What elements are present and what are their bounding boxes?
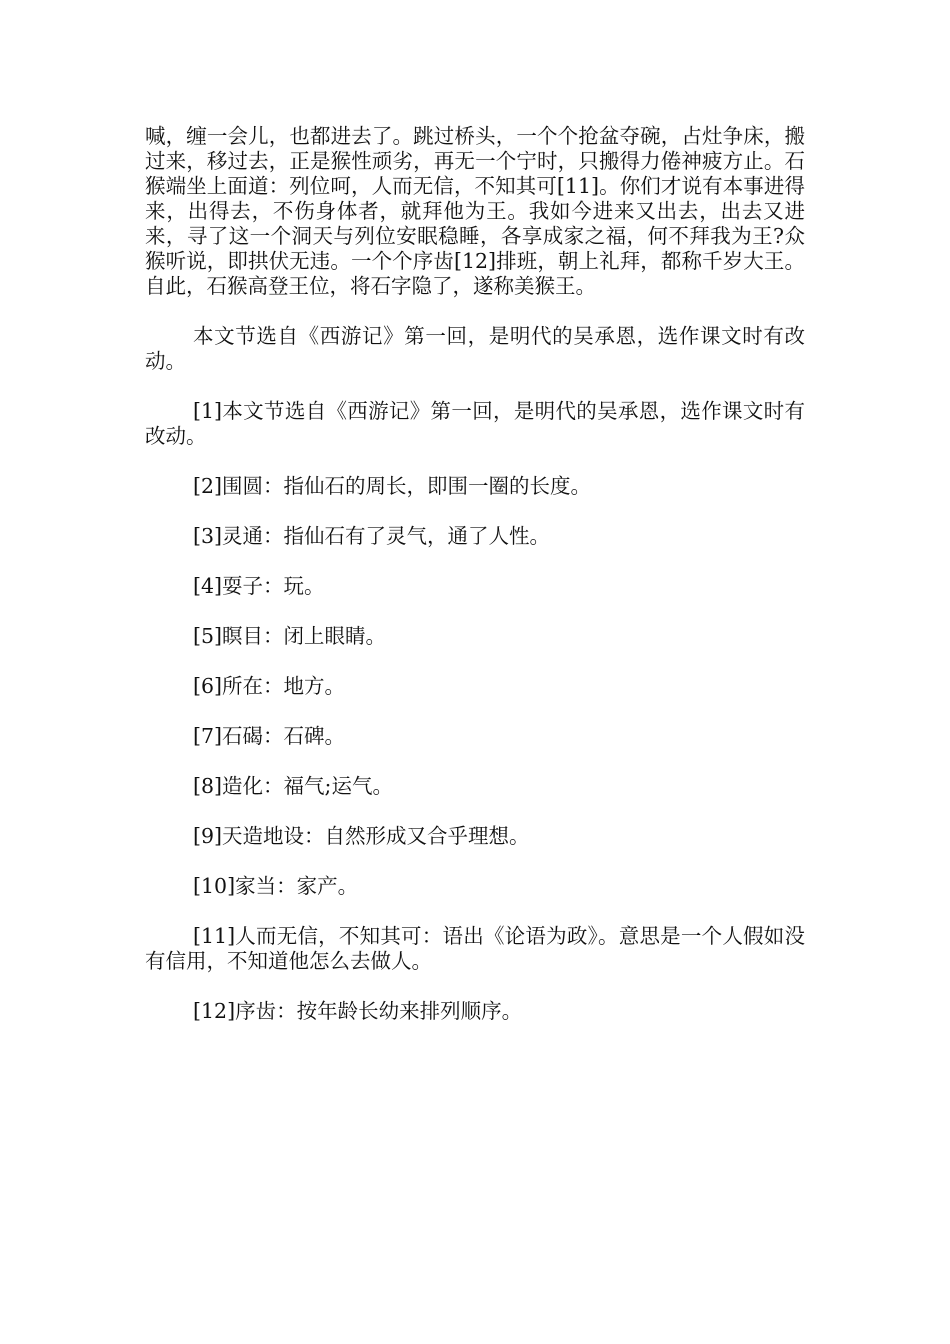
footnote-7: [7]石碣：石碑。	[193, 724, 346, 748]
footnote-6: [6]所在：地方。	[193, 674, 346, 698]
footnote-5: [5]瞑目：闭上眼睛。	[193, 624, 387, 648]
footnote-11: [11]人而无信，不知其可：语出《论语为政》。意思是一个人假如没有信用，不知道他怎么去做人。	[145, 924, 805, 973]
main-paragraph: 喊，缠一会儿，也都进去了。跳过桥头，一个个抢盆夺碗，占灶争床，搬过来，移过去，正是猴性顽劣，再无一个宁时，只搬得力倦神疲方止。石猴端坐上面道：列位呵，人而无信，不知其可[11]。你们才说有本事进得来，出得去，不伤身体者，就拜他为王。我如今进来又出去，出去又进来，寻了这一个洞天与列位安眠稳睡，各享成家之福，何不拜我为王?众猴听说，即拱伏无违。一个个序齿[12]排班，朝上礼拜，都称千岁大王。自此，石猴高登王位，将石字隐了，遂称美猴王。	[145, 124, 805, 298]
document-page	[145, 124, 805, 1024]
footnotes-list	[145, 399, 805, 1024]
footnote-3: [3]灵通：指仙石有了灵气，通了人性。	[193, 524, 551, 548]
footnote-2: [2]围圆：指仙石的周长，即围一圈的长度。	[193, 474, 592, 498]
footnote-12: [12]序齿：按年龄长幼来排列顺序。	[193, 999, 523, 1023]
source-note: 本文节选自《西游记》第一回，是明代的吴承恩，选作课文时有改动。	[145, 324, 805, 373]
footnote-4: [4]耍子：玩。	[193, 574, 325, 598]
footnote-1: [1]本文节选自《西游记》第一回，是明代的吴承恩，选作课文时有改动。	[145, 399, 805, 448]
footnote-9: [9]天造地设：自然形成又合乎理想。	[193, 824, 530, 848]
footnote-8: [8]造化：福气;运气。	[193, 774, 393, 798]
footnote-10: [10]家当：家产。	[193, 874, 359, 898]
